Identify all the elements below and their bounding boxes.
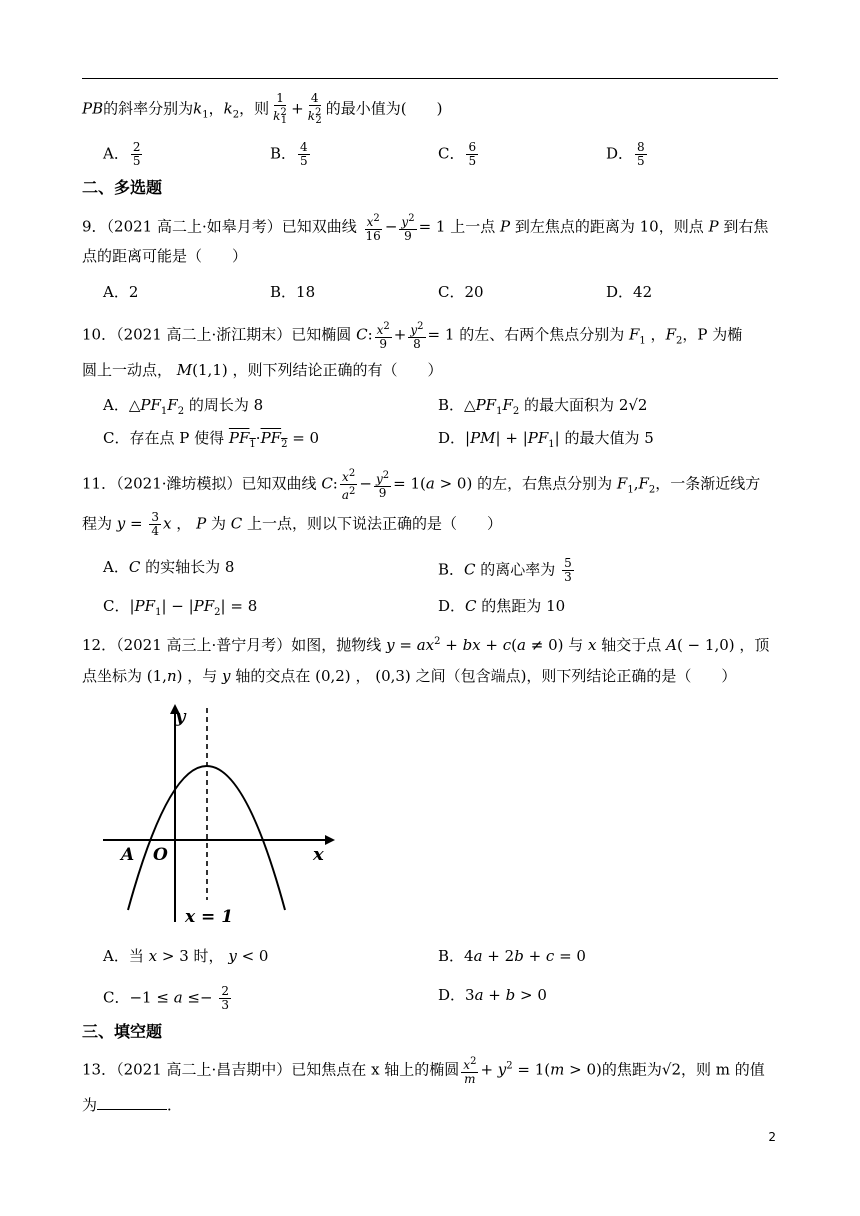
answer-blank[interactable]	[97, 1095, 167, 1110]
x-axis-label: x	[313, 844, 324, 865]
point-a-label: A	[121, 845, 135, 865]
q12-option-a: A．当 x > 3 时， y < 0	[103, 947, 269, 965]
q8-option-d: D． $\frac{8}{5}$	[606, 140, 645, 168]
q10-option-a: A．$\triangle PF_1F_2$ 的周长为 8	[103, 396, 264, 417]
q10-stem-line2: 圆上一动点， M(1,1) ，则下列结论正确的有（ ）	[82, 361, 443, 379]
q8-option-b: B． $\frac{4}{5}$	[270, 140, 308, 168]
parabola-figure	[95, 700, 340, 930]
q12-option-c: C．−1 ≤ a ≤− $\frac{2}{3}$	[103, 984, 229, 1012]
header-rule	[82, 78, 778, 79]
q11-option-b: B．C 的离心率为 $\frac{5}{3}$	[438, 556, 572, 584]
q11-stem-line2: 程为 y = $\frac{3}{4}$ x ， P 为 C 上一点，则以下说法正确的是（ ）	[82, 510, 503, 538]
q11-option-d: D．C 的焦距为 10	[438, 597, 566, 615]
q9-stem-line1: 9．（2021 高二上·如皋月考）已知双曲线 $\frac{x^2}{16}$ − $\frac{y^2}{9}$ = 1 上一点 P 到左焦点的距离为 10，则点 P 到右焦	[82, 213, 769, 243]
q12-option-d: D．3a + b > 0	[438, 986, 547, 1004]
q8-stem: PB的斜率分别为$k_1$，$k_2$，则 $\frac{1}{k^2_1}$ + $\frac{4}{k^2_2}$ 的最小值为( )	[82, 91, 443, 127]
q10-option-b: B．$\triangle PF_1F_2$ 的最大面积为 2√2	[438, 396, 648, 417]
q13-stem-line1: 13．（2021 高二上·昌吉期中）已知焦点在 x 轴上的椭圆 $\frac{x^2}{m}$ + $y^2 = 1(m > 0)$的焦距为√2，则 m 的值	[82, 1056, 765, 1086]
symmetry-axis-label: x = 1	[185, 907, 234, 927]
q9-option-d: D．42	[606, 283, 653, 301]
q11-option-c: C．$|PF_1| - |PF_2| = 8$	[103, 597, 258, 618]
section-heading-fill: 三、填空题	[82, 1022, 163, 1041]
q10-option-c: C．存在点 P 使得 $PF_1\cdot PF_2 = 0$	[103, 429, 320, 450]
y-axis-label: y	[175, 706, 186, 727]
q13-stem-line2: 为 ．	[82, 1096, 183, 1114]
page-number: 2	[768, 1130, 776, 1144]
q11-stem-line1: 11．（2021·潍坊模拟）已知双曲线 C: $\frac{x^2}{a^2}$ − $\frac{y^2}{9}$ = 1(a > 0) 的左，右焦点分别为 $F_1,F_2$，一条渐近线方	[82, 468, 761, 502]
q12-stem-line2: 点坐标为 (1,n) ，与 y 轴的交点在 (0,2) ， (0,3) 之间（包含端点)，则下列结论正确的是（ ）	[82, 667, 737, 685]
q10-stem-line1: 10．（2021 高二上·浙江期末）已知椭圆 C: $\frac{x^2}{9}$ + $\frac{y^2}{8}$ = 1 的左、右两个焦点分别为 $F_1$ ，$F_2$，P 为椭	[82, 321, 743, 351]
q11-option-a: A．C 的实轴长为 8	[103, 558, 235, 576]
q8-option-a: A． $\frac{2}{5}$	[103, 140, 141, 168]
q9-option-b: B．18	[270, 283, 316, 301]
q9-stem-line2: 点的距离可能是（ ）	[82, 247, 248, 265]
q8-option-c: C． $\frac{6}{5}$	[438, 140, 477, 168]
x-axis-arrow	[325, 835, 335, 845]
q10-option-d: D．$|PM| + |PF_1|$ 的最大值为 5	[438, 429, 654, 450]
section-heading-multi: 二、多选题	[82, 178, 163, 197]
q12-stem-line1: 12．（2021 高三上·普宁月考）如图，抛物线 $y = ax^2$ + bx + c(a ≠ 0) 与 x 轴交于点 A( − 1,0) ，顶	[82, 636, 770, 654]
q9-option-a: A．2	[103, 283, 139, 301]
q9-option-c: C．20	[438, 283, 484, 301]
origin-label: O	[153, 845, 168, 865]
q8-pb: PB	[82, 99, 104, 118]
q12-option-b: B．4a + 2b + c = 0	[438, 947, 586, 965]
